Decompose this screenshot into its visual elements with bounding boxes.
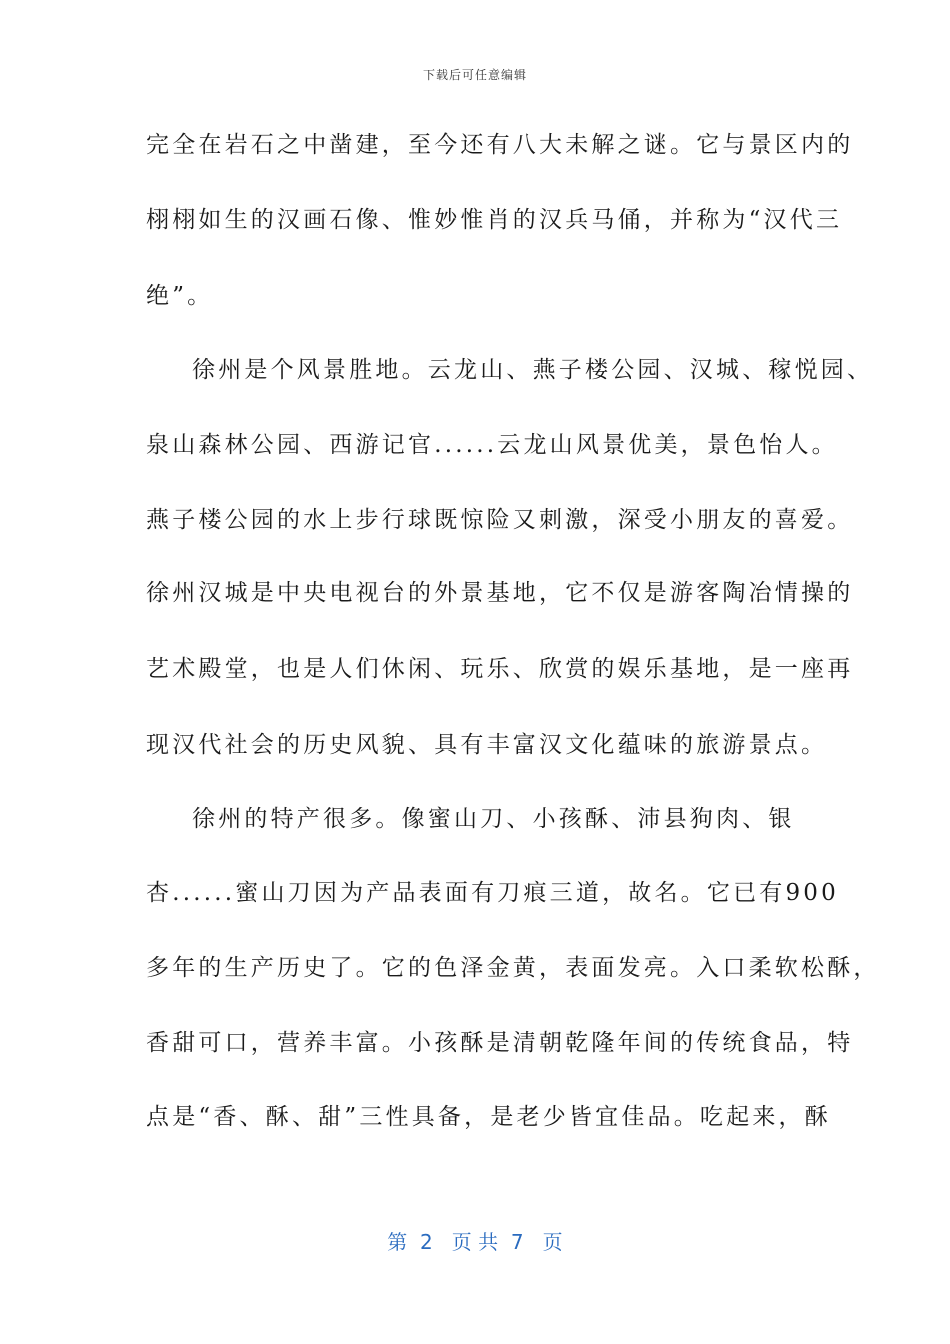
text-line: 徐州汉城是中央电视台的外景基地，它不仅是游客陶冶情操的: [146, 580, 854, 606]
page-number-footer: 第 2 页 共 7 页: [387, 1230, 563, 1254]
text-line: 泉山森林公园、西游记官......云龙山风景优美，景色怡人。: [146, 432, 838, 458]
text-line: 艺术殿堂，也是人们休闲、玩乐、欣赏的娱乐基地，是一座再: [146, 656, 854, 682]
paragraph-start-line: 徐州是个风景胜地。云龙山、燕子楼公园、汉城、稼悦园、: [192, 357, 874, 383]
paragraph-start-line: 徐州的特产很多。像蜜山刀、小孩酥、沛县狗肉、银: [192, 806, 795, 832]
page-header: 下载后可任意编辑: [422, 68, 527, 82]
text-line: 完全在岩石之中凿建，至今还有八大未解之谜。它与景区内的: [146, 132, 854, 158]
text-line: 栩栩如生的汉画石像、惟妙惟肖的汉兵马俑，并称为“汉代三: [146, 207, 843, 233]
text-line: 燕子楼公园的水上步行球既惊险又刺激，深受小朋友的喜爱。: [146, 507, 854, 533]
text-line: 香甜可口，营养丰富。小孩酥是清朝乾隆年间的传统食品，特: [146, 1030, 854, 1056]
text-line: 现汉代社会的历史风貌、具有丰富汉文化蕴味的旅游景点。: [146, 732, 828, 758]
text-line: 绝”。: [146, 283, 214, 309]
text-line: 杏......蜜山刀因为产品表面有刀痕三道，故名。它已有900: [146, 880, 839, 906]
text-line: 点是“香、酥、甜”三性具备，是老少皆宜佳品。吃起来，酥: [146, 1104, 831, 1130]
text-line: 多年的生产历史了。它的色泽金黄，表面发亮。入口柔软松酥，: [146, 955, 880, 981]
